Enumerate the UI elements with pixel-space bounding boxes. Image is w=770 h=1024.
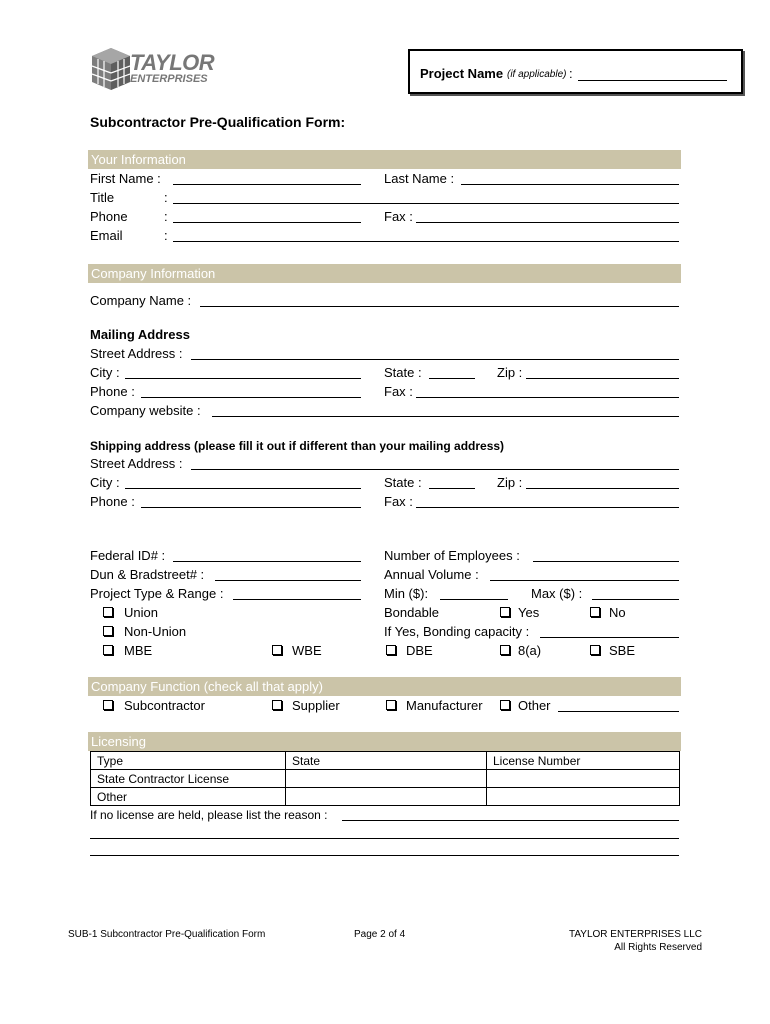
min-label: Min ($): bbox=[384, 586, 429, 601]
license-number-cell[interactable] bbox=[487, 788, 680, 806]
company-name-label: Company Name : bbox=[90, 293, 192, 308]
table-row bbox=[91, 752, 680, 770]
fax-field[interactable] bbox=[416, 222, 679, 223]
shipping-fax-label: Fax : bbox=[384, 494, 413, 509]
mbe-label: MBE bbox=[124, 643, 153, 658]
other-field[interactable] bbox=[558, 711, 679, 712]
shipping-street-field[interactable] bbox=[191, 469, 679, 470]
company-website-field[interactable] bbox=[212, 416, 679, 417]
bondable-yes-label: Yes bbox=[518, 605, 540, 620]
annual-volume-label: Annual Volume : bbox=[384, 567, 479, 582]
logo-text-enterprises: ENTERPRISES bbox=[130, 73, 208, 85]
shipping-city-field[interactable] bbox=[125, 488, 361, 489]
employees-label: Number of Employees : bbox=[384, 548, 520, 563]
footer-company: TAYLOR ENTERPRISES LLC bbox=[569, 929, 702, 940]
company-logo bbox=[90, 46, 215, 90]
mailing-zip-field[interactable] bbox=[526, 378, 679, 379]
project-name-note: (if applicable) bbox=[507, 69, 567, 80]
bondable-no-label: No bbox=[609, 605, 626, 620]
title-field[interactable] bbox=[173, 203, 679, 204]
licensing-table bbox=[90, 751, 680, 806]
state-cell[interactable] bbox=[286, 788, 487, 806]
section-your-information bbox=[88, 150, 681, 169]
other-label: Other bbox=[518, 698, 551, 713]
col-state-header: State bbox=[286, 752, 487, 770]
bonding-capacity-field[interactable] bbox=[540, 637, 679, 638]
company-name-field[interactable] bbox=[200, 306, 679, 307]
section-company-function bbox=[88, 677, 681, 696]
subcontractor-checkbox[interactable] bbox=[103, 700, 113, 710]
mailing-phone-label: Phone : bbox=[90, 384, 135, 399]
first-name-label: First Name : bbox=[90, 171, 161, 186]
company-website-label: Company website : bbox=[90, 403, 201, 418]
dbe-label: DBE bbox=[406, 643, 433, 658]
shipping-state-label: State : bbox=[384, 475, 422, 490]
supplier-label: Supplier bbox=[292, 698, 340, 713]
project-type-label: Project Type & Range : bbox=[90, 586, 224, 601]
state-cell[interactable] bbox=[286, 770, 487, 788]
email-colon: : bbox=[164, 228, 168, 243]
col-type-header: Type bbox=[91, 752, 286, 770]
sbe-label: SBE bbox=[609, 643, 636, 658]
shipping-fax-field[interactable] bbox=[416, 507, 679, 508]
wbe-checkbox[interactable] bbox=[272, 645, 282, 655]
phone-label: Phone bbox=[90, 209, 128, 224]
col-license-header: License Number bbox=[487, 752, 680, 770]
mailing-phone-field[interactable] bbox=[141, 397, 361, 398]
shipping-city-label: City : bbox=[90, 475, 120, 490]
union-label: Union bbox=[124, 605, 158, 620]
mailing-fax-field[interactable] bbox=[416, 397, 679, 398]
logo-cube-icon bbox=[90, 46, 132, 90]
project-name-label: Project Name bbox=[420, 66, 504, 81]
table-row bbox=[91, 770, 680, 788]
non-union-label: Non-Union bbox=[124, 624, 187, 639]
bondable-yes-checkbox[interactable] bbox=[500, 607, 510, 617]
mailing-street-label: Street Address : bbox=[90, 346, 183, 361]
email-label: Email bbox=[90, 228, 123, 243]
mailing-state-field[interactable] bbox=[429, 378, 475, 379]
project-colon: : bbox=[569, 66, 573, 81]
footer-form-name: SUB-1 Subcontractor Pre-Qualification Form bbox=[68, 929, 266, 940]
eight-a-checkbox[interactable] bbox=[500, 645, 510, 655]
project-type-field[interactable] bbox=[233, 599, 361, 600]
manufacturer-checkbox[interactable] bbox=[386, 700, 396, 710]
section-licensing bbox=[88, 732, 681, 751]
table-row bbox=[91, 788, 680, 806]
shipping-street-label: Street Address : bbox=[90, 456, 183, 471]
project-name-box bbox=[408, 49, 743, 94]
no-license-field-1[interactable] bbox=[342, 820, 679, 821]
fax-label: Fax : bbox=[384, 209, 413, 224]
section-heading: Licensing bbox=[91, 734, 146, 749]
license-number-cell[interactable] bbox=[487, 770, 680, 788]
dun-bradstreet-label: Dun & Bradstreet# : bbox=[90, 567, 205, 582]
last-name-field[interactable] bbox=[461, 184, 679, 185]
dun-bradstreet-field[interactable] bbox=[215, 580, 361, 581]
row-type-cell: Other bbox=[91, 788, 286, 806]
shipping-zip-field[interactable] bbox=[526, 488, 679, 489]
mailing-state-label: State : bbox=[384, 365, 422, 380]
sbe-checkbox[interactable] bbox=[590, 645, 600, 655]
shipping-zip-label: Zip : bbox=[497, 475, 523, 490]
phone-colon: : bbox=[164, 209, 168, 224]
dbe-checkbox[interactable] bbox=[386, 645, 396, 655]
manufacturer-label: Manufacturer bbox=[406, 698, 483, 713]
project-name-field[interactable] bbox=[578, 80, 727, 81]
employees-field[interactable] bbox=[533, 561, 679, 562]
first-name-field[interactable] bbox=[173, 184, 361, 185]
bondable-label: Bondable bbox=[384, 605, 439, 620]
no-license-field-2[interactable] bbox=[90, 838, 679, 839]
no-license-field-3[interactable] bbox=[90, 855, 679, 856]
federal-id-field[interactable] bbox=[173, 561, 361, 562]
mailing-address-heading: Mailing Address bbox=[90, 327, 190, 342]
non-union-checkbox[interactable] bbox=[103, 626, 113, 636]
max-field[interactable] bbox=[592, 599, 679, 600]
phone-field[interactable] bbox=[173, 222, 361, 223]
mbe-checkbox[interactable] bbox=[103, 645, 113, 655]
max-label: Max ($) : bbox=[531, 586, 583, 601]
mailing-fax-label: Fax : bbox=[384, 384, 413, 399]
mailing-zip-label: Zip : bbox=[497, 365, 523, 380]
shipping-address-heading: Shipping address (please fill it out if different than your mailing address) bbox=[90, 439, 505, 453]
federal-id-label: Federal ID# : bbox=[90, 548, 166, 563]
mailing-street-field[interactable] bbox=[191, 359, 679, 360]
logo-text-taylor: TAYLOR bbox=[130, 50, 215, 75]
last-name-label: Last Name : bbox=[384, 171, 455, 186]
section-heading: Company Function (check all that apply) bbox=[91, 679, 323, 694]
title-label: Title bbox=[90, 190, 115, 205]
union-checkbox[interactable] bbox=[103, 607, 113, 617]
eight-a-label: 8(a) bbox=[518, 643, 542, 658]
mailing-city-label: City : bbox=[90, 365, 120, 380]
subcontractor-label: Subcontractor bbox=[124, 698, 205, 713]
supplier-checkbox[interactable] bbox=[272, 700, 282, 710]
email-field[interactable] bbox=[173, 241, 679, 242]
section-company-information bbox=[88, 264, 681, 283]
wbe-label: WBE bbox=[292, 643, 322, 658]
footer-page-number: Page 2 of 4 bbox=[354, 929, 406, 940]
other-checkbox[interactable] bbox=[500, 700, 510, 710]
bonding-capacity-label: If Yes, Bonding capacity : bbox=[384, 624, 530, 639]
section-heading: Company Information bbox=[91, 266, 216, 281]
shipping-state-field[interactable] bbox=[429, 488, 475, 489]
min-field[interactable] bbox=[440, 599, 508, 600]
no-license-label: If no license are held, please list the reason : bbox=[90, 808, 328, 822]
shipping-phone-field[interactable] bbox=[141, 507, 361, 508]
footer-rights: All Rights Reserved bbox=[614, 942, 702, 953]
form-title: Subcontractor Pre-Qualification Form: bbox=[90, 114, 346, 130]
section-heading: Your Information bbox=[91, 152, 186, 167]
annual-volume-field[interactable] bbox=[490, 580, 679, 581]
title-colon: : bbox=[164, 190, 168, 205]
shipping-phone-label: Phone : bbox=[90, 494, 135, 509]
bondable-no-checkbox[interactable] bbox=[590, 607, 600, 617]
mailing-city-field[interactable] bbox=[125, 378, 361, 379]
row-type-cell: State Contractor License bbox=[91, 770, 286, 788]
